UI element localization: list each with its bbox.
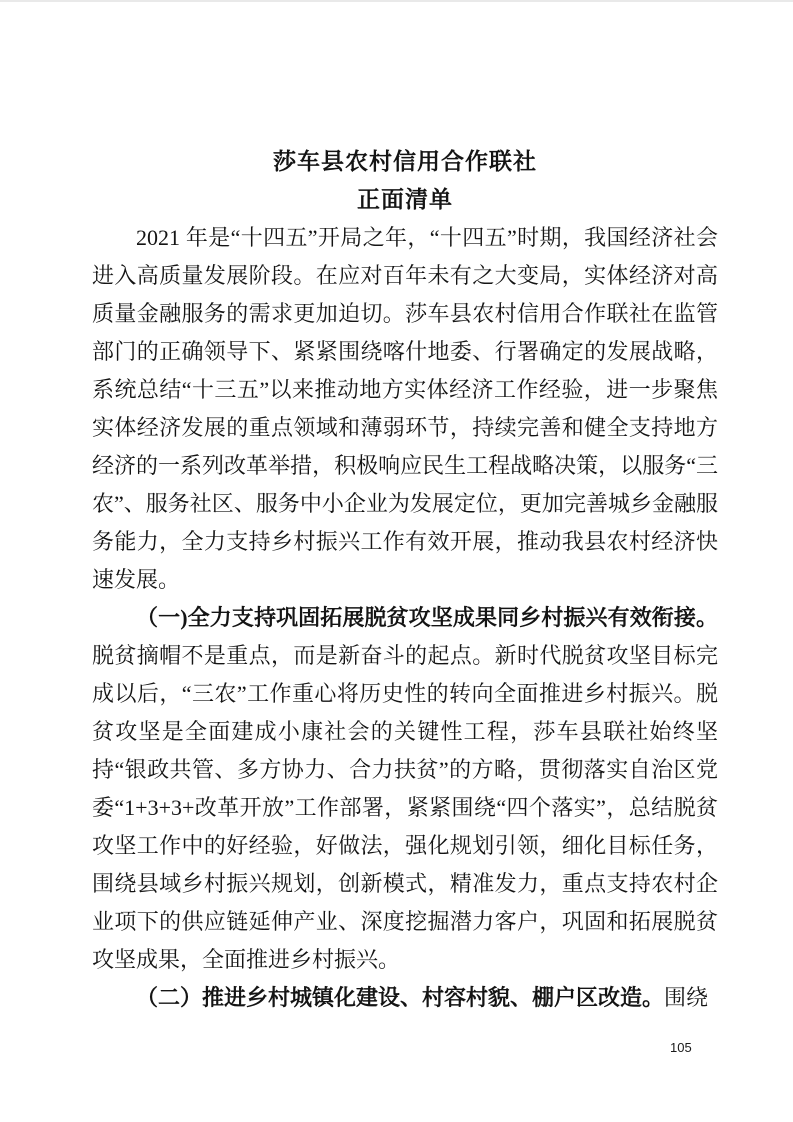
- section-2-body: 围绕: [664, 985, 709, 1010]
- page-number: 105: [670, 1040, 692, 1055]
- paragraph-intro-text: 2021 年是“十四五”开局之年，“十四五”时期，我国经济社会进入高质量发展阶段。在应对百年未有之大变局，实体经济对高质量金融服务的需求更加迫切。莎车县农村信用合作联社在监管部门的正确领导下、紧紧围绕喀什地委、行署确定的发展战略，系统总结“十三五”以来推动地方实体经济工作经验，进一步聚焦实体经济发展的重点领域和薄弱环节，持续完善和健全支持地方经济的一系列改革举措，积极响应民生工程战略决策，以服务“三农”、服务社区、服务中小企业为发展定位，更加完善城乡金融服务能力，全力支持乡村振兴工作有效开展，推动我县农村经济快速发展。: [92, 225, 718, 592]
- paragraph-section-2: [92, 979, 718, 1017]
- document-title: 莎车县农村信用合作联社: [273, 149, 537, 174]
- section-1-heading: （一)全力支持巩固拓展脱贫攻坚成果同乡村振兴有效衔接。: [136, 605, 718, 630]
- document-subtitle: 正面清单: [357, 187, 453, 212]
- section-1-body: 脱贫摘帽不是重点，而是新奋斗的起点。新时代脱贫攻坚目标完成以后，“三农”工作重心将历史性的转向全面推进乡村振兴。脱贫攻坚是全面建成小康社会的关键性工程，莎车县联社始终坚持“银政共管、多方协力、合力扶贫”的方略，贯彻落实自治区党委“1+3+3+改革开放”工作部署，紧紧围绕“四个落实”，总结脱贫攻坚工作中的好经验，好做法，强化规划引领，细化目标任务，围绕县域乡村振兴规划，创新模式，精准发力，重点支持农村企业项下的供应链延伸产业、深度挖掘潜力客户，巩固和拓展脱贫攻坚成果，全面推进乡村振兴。: [92, 643, 718, 972]
- document-content: [92, 143, 718, 1017]
- paragraph-section-1: [92, 599, 718, 979]
- section-2-heading: （二）推进乡村城镇化建设、村容村貌、棚户区改造。: [136, 985, 665, 1010]
- paragraph-intro: [92, 219, 718, 599]
